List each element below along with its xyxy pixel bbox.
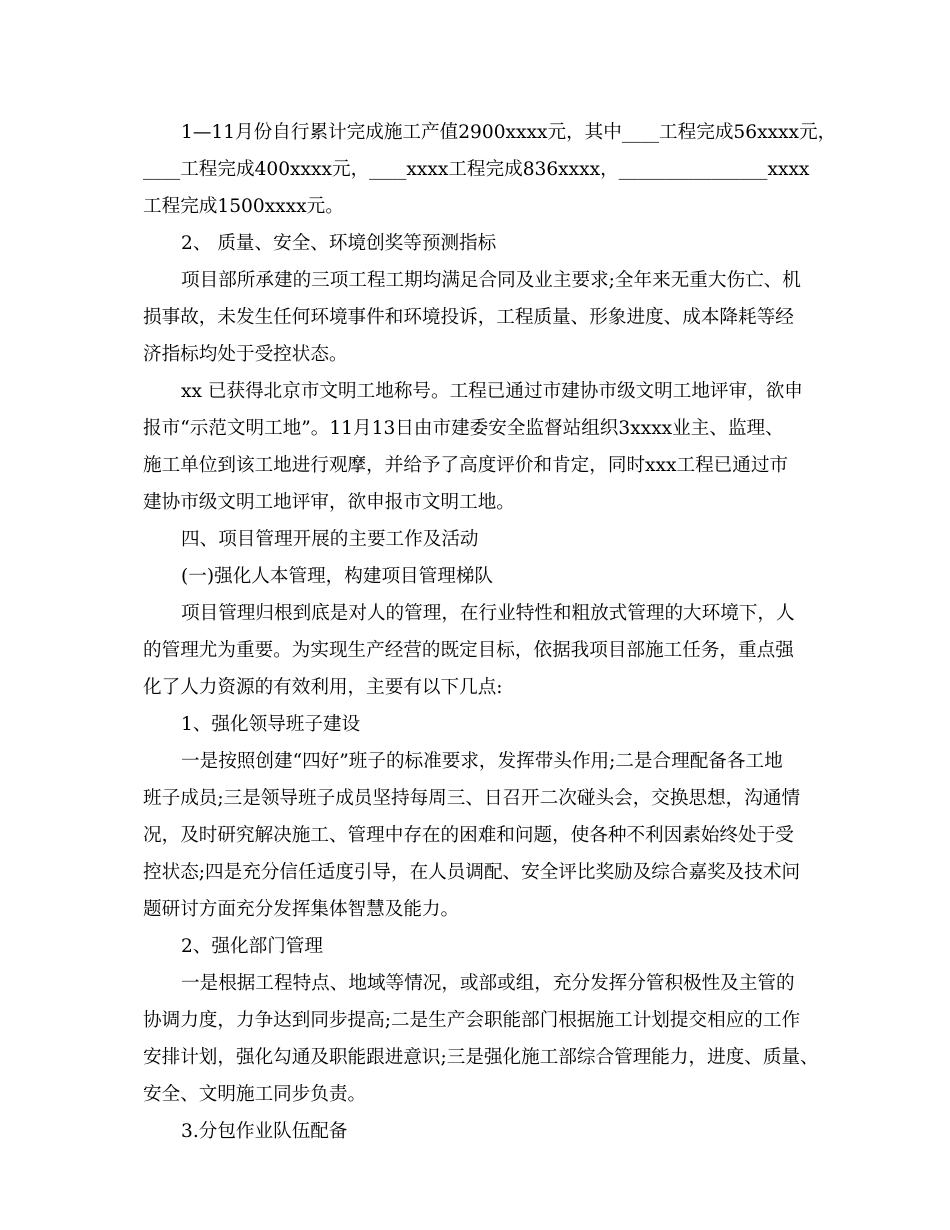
paragraph-line: 济指标均处于受控状态。: [143, 344, 348, 365]
paragraph-line: 建协市级文明工地评审，欲申报市文明工地。: [143, 492, 515, 513]
document-body: [143, 114, 837, 1150]
section-heading: 2、 质量、安全、环境创奖等预测指标: [181, 233, 497, 254]
paragraph-line: 一是按照创建“四好”班子的标准要求，发挥带头作用;二是合理配备各工地: [181, 751, 783, 772]
paragraph-line: xx 已获得北京市文明工地称号。工程已通过市建协市级文明工地评审，欲申: [181, 381, 803, 402]
section-heading: 3.分包作业队伍配备: [181, 1121, 348, 1142]
paragraph-line: 损事故，未发生任何环境事件和环境投诉，工程质量、形象进度、成本降耗等经: [143, 307, 794, 328]
paragraph-line: 题研讨方面充分发挥集体智慧及能力。: [143, 899, 460, 920]
paragraph-line: 工程完成1500xxxx元。: [143, 196, 344, 217]
paragraph-line: 安全、文明施工同步负责。: [143, 1084, 367, 1105]
paragraph-line: 化了人力资源的有效利用，主要有以下几点:: [143, 677, 503, 698]
paragraph-line: 报市“示范文明工地”。11月13日由市建委安全监督站组织3xxxx业主、监理、: [143, 418, 784, 439]
paragraph-line: 控状态;四是充分信任适度引导，在人员调配、安全评比奖励及综合嘉奖及技术问: [143, 862, 801, 883]
paragraph-line: 一是根据工程特点、地域等情况，或部或组，充分发挥分管积极性及主管的: [181, 973, 795, 994]
paragraph-line: 项目管理归根到底是对人的管理，在行业特性和粗放式管理的大环境下，人: [181, 603, 795, 624]
paragraph-line: 况，及时研究解决施工、管理中存在的困难和问题，使各种不利因素始终处于受: [143, 825, 794, 846]
paragraph-line: ____工程完成400xxxx元，____xxxx工程完成836xxxx，________________xxxx: [143, 159, 810, 180]
paragraph-line: 的管理尤为重要。为实现生产经营的既定目标，依据我项目部施工任务，重点强: [143, 640, 794, 661]
paragraph-line: 1—11月份自行累计完成施工产值2900xxxx元，其中____工程完成56xxxx元，: [181, 122, 837, 143]
paragraph-line: 安排计划，强化勾通及职能跟进意识;三是强化施工部综合管理能力，进度、质量、: [143, 1047, 819, 1068]
section-heading: 2、强化部门管理: [181, 936, 323, 957]
paragraph-line: 协调力度，力争达到同步提高;二是生产会职能部门根据施工计划提交相应的工作: [143, 1010, 801, 1031]
paragraph-line: 施工单位到该工地进行观摩，并给予了高度评价和肯定，同时xxx工程已通过市: [143, 455, 789, 476]
section-heading: 1、强化领导班子建设: [181, 714, 361, 735]
section-heading: 四、项目管理开展的主要工作及活动: [181, 529, 479, 550]
section-heading: (一)强化人本管理，构建项目管理梯队: [181, 566, 494, 587]
paragraph-line: 项目部所承建的三项工程工期均满足合同及业主要求;全年来无重大伤亡、机: [181, 270, 801, 291]
paragraph-line: 班子成员;三是领导班子成员坚持每周三、日召开二次碰头会，交换思想，沟通情: [143, 788, 801, 809]
